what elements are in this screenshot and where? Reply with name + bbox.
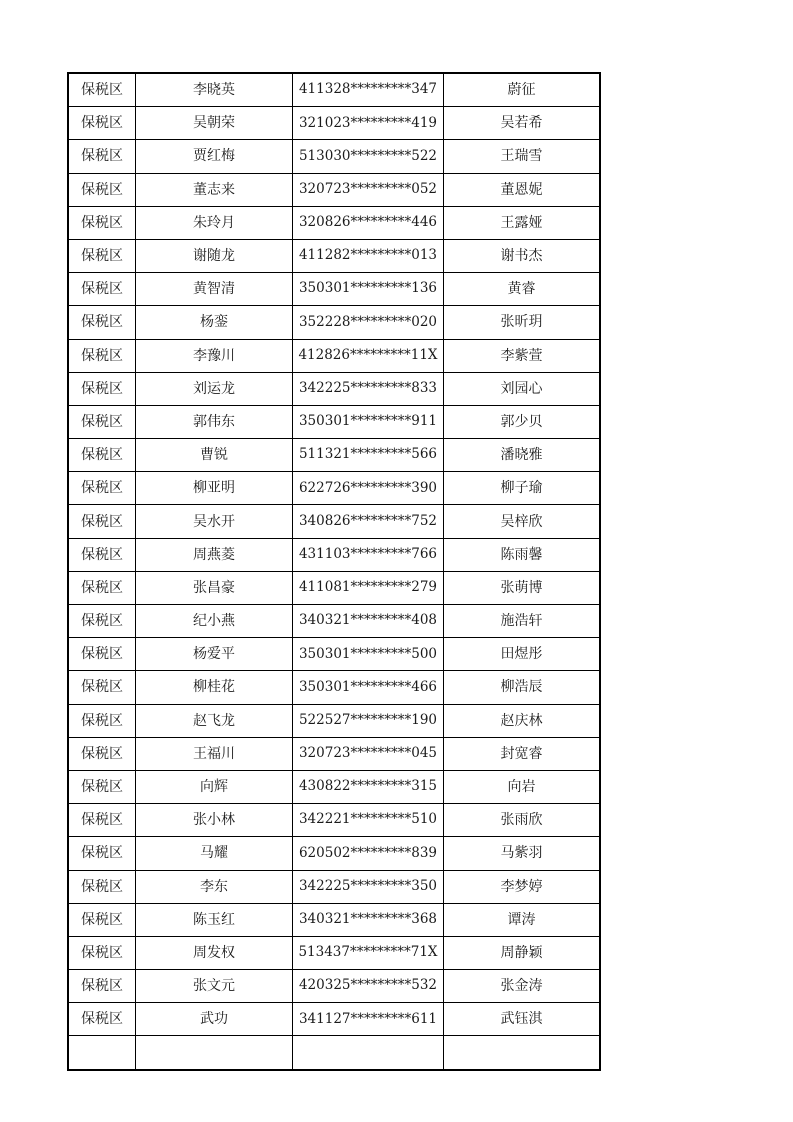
table-row [68, 638, 600, 671]
applicant-name-cell: 董志来 [136, 173, 293, 206]
id-number-cell: 350301*********500 [293, 638, 444, 671]
table-row [68, 505, 600, 538]
child-name-cell: 王露娅 [444, 206, 601, 239]
id-number-cell: 352228*********020 [293, 306, 444, 339]
child-name-cell: 吴若希 [444, 107, 601, 140]
child-name-cell: 张萌博 [444, 571, 601, 604]
id-number-cell: 411282*********013 [293, 239, 444, 272]
table-row [68, 538, 600, 571]
id-number-cell: 340321*********408 [293, 605, 444, 638]
child-name-cell: 张雨欣 [444, 804, 601, 837]
id-number-cell: 350301*********466 [293, 671, 444, 704]
id-number-cell: 342221*********510 [293, 804, 444, 837]
id-number-cell: 320723*********045 [293, 737, 444, 770]
applicant-name-cell: 马耀 [136, 837, 293, 870]
area-cell: 保税区 [68, 770, 136, 803]
id-number-cell: 513437*********71X [293, 936, 444, 969]
area-cell: 保税区 [68, 239, 136, 272]
area-cell: 保税区 [68, 1003, 136, 1036]
child-name-cell: 王瑞雪 [444, 140, 601, 173]
area-cell: 保税区 [68, 173, 136, 206]
table-row [68, 870, 600, 903]
table-row [68, 239, 600, 272]
child-name-cell: 张昕玥 [444, 306, 601, 339]
table-row [68, 571, 600, 604]
table-row [68, 936, 600, 969]
child-name-cell: 刘园心 [444, 372, 601, 405]
id-number-cell: 622726*********390 [293, 472, 444, 505]
table-row [68, 73, 600, 107]
area-cell: 保税区 [68, 605, 136, 638]
area-cell: 保税区 [68, 970, 136, 1003]
child-name-cell: 黄睿 [444, 273, 601, 306]
applicant-name-cell: 贾红梅 [136, 140, 293, 173]
applicant-name-cell: 杨爱平 [136, 638, 293, 671]
area-cell: 保税区 [68, 737, 136, 770]
id-number-cell: 431103*********766 [293, 538, 444, 571]
id-number-cell: 513030*********522 [293, 140, 444, 173]
child-name-cell: 吴梓欣 [444, 505, 601, 538]
table-row [68, 405, 600, 438]
area-cell: 保税区 [68, 903, 136, 936]
child-name-cell: 赵庆林 [444, 704, 601, 737]
child-name-cell: 谢书杰 [444, 239, 601, 272]
table-row [68, 173, 600, 206]
table-row [68, 804, 600, 837]
applicant-name-cell: 王福川 [136, 737, 293, 770]
child-name-cell: 武钰淇 [444, 1003, 601, 1036]
applicant-name-cell: 李豫川 [136, 339, 293, 372]
id-number-cell: 340826*********752 [293, 505, 444, 538]
applicant-name-cell: 谢随龙 [136, 239, 293, 272]
area-cell: 保税区 [68, 870, 136, 903]
id-number-cell: 350301*********136 [293, 273, 444, 306]
table-row [68, 1003, 600, 1036]
applicant-name-cell: 周发权 [136, 936, 293, 969]
id-number-cell: 511321*********566 [293, 439, 444, 472]
table-row [68, 140, 600, 173]
child-name-cell: 潘晓雅 [444, 439, 601, 472]
applicant-name-cell: 郭伟东 [136, 405, 293, 438]
applicant-name-cell: 柳桂花 [136, 671, 293, 704]
applicant-name-cell: 柳亚明 [136, 472, 293, 505]
applicant-name-cell: 吴水开 [136, 505, 293, 538]
child-name-cell: 封宽睿 [444, 737, 601, 770]
table-row [68, 306, 600, 339]
id-number-cell [293, 1036, 444, 1070]
area-cell: 保税区 [68, 405, 136, 438]
applicant-name-cell: 武功 [136, 1003, 293, 1036]
area-cell: 保税区 [68, 306, 136, 339]
child-name-cell: 郭少贝 [444, 405, 601, 438]
table-row [68, 671, 600, 704]
area-cell: 保税区 [68, 671, 136, 704]
id-number-cell: 320826*********446 [293, 206, 444, 239]
child-name-cell: 周静颖 [444, 936, 601, 969]
roster-table-body [68, 73, 600, 1070]
table-row [68, 472, 600, 505]
area-cell: 保税区 [68, 73, 136, 107]
id-number-cell: 321023*********419 [293, 107, 444, 140]
id-number-cell: 342225*********350 [293, 870, 444, 903]
area-cell: 保税区 [68, 107, 136, 140]
id-number-cell: 342225*********833 [293, 372, 444, 405]
table-row [68, 107, 600, 140]
applicant-name-cell: 李晓英 [136, 73, 293, 107]
applicant-name-cell: 曹锐 [136, 439, 293, 472]
child-name-cell: 李梦婷 [444, 870, 601, 903]
id-number-cell: 340321*********368 [293, 903, 444, 936]
child-name-cell: 张金涛 [444, 970, 601, 1003]
id-number-cell: 412826*********11X [293, 339, 444, 372]
table-row [68, 206, 600, 239]
area-cell: 保税区 [68, 505, 136, 538]
table-row [68, 903, 600, 936]
applicant-name-cell: 纪小燕 [136, 605, 293, 638]
id-number-cell: 411328*********347 [293, 73, 444, 107]
area-cell: 保税区 [68, 638, 136, 671]
id-number-cell: 341127*********611 [293, 1003, 444, 1036]
applicant-name-cell: 张文元 [136, 970, 293, 1003]
table-row [68, 737, 600, 770]
applicant-name-cell: 黄智清 [136, 273, 293, 306]
area-cell: 保税区 [68, 538, 136, 571]
table-row [68, 970, 600, 1003]
table-row [68, 372, 600, 405]
area-cell: 保税区 [68, 704, 136, 737]
applicant-name-cell: 李东 [136, 870, 293, 903]
table-row [68, 704, 600, 737]
applicant-name-cell: 朱玲月 [136, 206, 293, 239]
id-number-cell: 522527*********190 [293, 704, 444, 737]
applicant-name-cell: 周燕菱 [136, 538, 293, 571]
area-cell: 保税区 [68, 439, 136, 472]
child-name-cell: 向岩 [444, 770, 601, 803]
table-row [68, 770, 600, 803]
child-name-cell [444, 1036, 601, 1070]
applicant-name-cell: 向辉 [136, 770, 293, 803]
area-cell: 保税区 [68, 837, 136, 870]
area-cell: 保税区 [68, 472, 136, 505]
table-row [68, 273, 600, 306]
id-number-cell: 350301*********911 [293, 405, 444, 438]
id-number-cell: 320723*********052 [293, 173, 444, 206]
applicant-name-cell: 赵飞龙 [136, 704, 293, 737]
child-name-cell: 柳子瑜 [444, 472, 601, 505]
area-cell: 保税区 [68, 206, 136, 239]
child-name-cell: 柳浩辰 [444, 671, 601, 704]
id-number-cell: 411081*********279 [293, 571, 444, 604]
applicant-name-cell: 张小林 [136, 804, 293, 837]
child-name-cell: 施浩轩 [444, 605, 601, 638]
applicant-name-cell: 吴朝荣 [136, 107, 293, 140]
table-row [68, 339, 600, 372]
id-number-cell: 430822*********315 [293, 770, 444, 803]
table-row [68, 837, 600, 870]
roster-table [67, 72, 601, 1071]
area-cell: 保税区 [68, 140, 136, 173]
child-name-cell: 李紫萱 [444, 339, 601, 372]
id-number-cell: 620502*********839 [293, 837, 444, 870]
area-cell: 保税区 [68, 936, 136, 969]
applicant-name-cell: 张昌豪 [136, 571, 293, 604]
table-row [68, 1036, 600, 1070]
child-name-cell: 陈雨馨 [444, 538, 601, 571]
area-cell: 保税区 [68, 372, 136, 405]
child-name-cell: 董恩妮 [444, 173, 601, 206]
table-row [68, 439, 600, 472]
applicant-name-cell: 陈玉红 [136, 903, 293, 936]
child-name-cell: 谭涛 [444, 903, 601, 936]
area-cell: 保税区 [68, 339, 136, 372]
table-row [68, 605, 600, 638]
applicant-name-cell: 杨銮 [136, 306, 293, 339]
child-name-cell: 蔚征 [444, 73, 601, 107]
applicant-name-cell [136, 1036, 293, 1070]
area-cell: 保税区 [68, 804, 136, 837]
child-name-cell: 马紫羽 [444, 837, 601, 870]
area-cell: 保税区 [68, 273, 136, 306]
id-number-cell: 420325*********532 [293, 970, 444, 1003]
area-cell [68, 1036, 136, 1070]
applicant-name-cell: 刘运龙 [136, 372, 293, 405]
child-name-cell: 田煜彤 [444, 638, 601, 671]
area-cell: 保税区 [68, 571, 136, 604]
